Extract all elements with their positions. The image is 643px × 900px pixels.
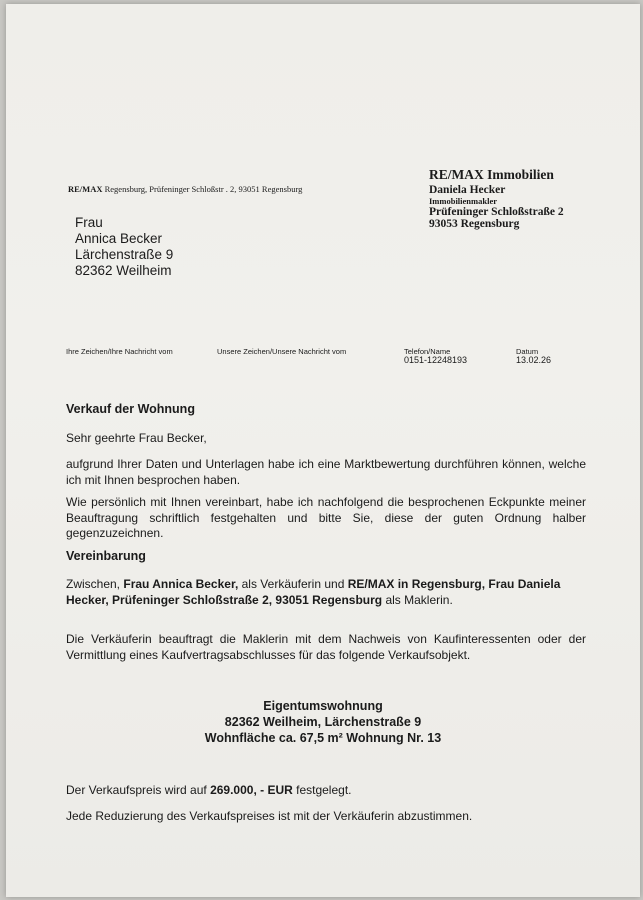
price-text-2: festgelegt. bbox=[292, 783, 352, 797]
price-statement bbox=[66, 783, 586, 799]
sender-role: Immobilienmakler bbox=[429, 196, 497, 206]
date-label: Datum bbox=[516, 347, 539, 356]
sender-block bbox=[429, 167, 564, 230]
sender-return-line bbox=[68, 184, 302, 194]
phone-value: 0151-12248193 bbox=[404, 355, 468, 365]
sender-return-address: Regensburg, Prüfeninger Schloßstr . 2, 93051 Regensburg bbox=[102, 184, 303, 194]
recipient-salutation: Frau bbox=[75, 215, 103, 230]
date-value: 13.02.26 bbox=[516, 355, 552, 365]
parties-text-2: als Verkäuferin und bbox=[238, 577, 348, 591]
sender-return-company: RE/MAX bbox=[68, 184, 103, 194]
parties-text-3: als Maklerin. bbox=[382, 592, 453, 607]
sender-person: Daniela Hecker bbox=[429, 184, 506, 196]
letter-paragraph-1: aufgrund Ihrer Daten und Unterlagen habe ich eine Marktbewertung durchführen können, welche ich mit Ihnen besprochen haben. bbox=[66, 457, 586, 487]
mandate-paragraph: Die Verkäuferin beauftragt die Maklerin mit dem Nachweis von Kaufinteressenten oder der Vermittlung eines Kaufvertragsabschlusses für das folgende Verkaufsobjekt. bbox=[66, 632, 586, 662]
parties-agent: RE/MAX in Regensburg, Frau Daniela Hecker, Prüfeninger Schloßstraße 2, 93051 Regensburg bbox=[66, 577, 561, 607]
recipient-street: Lärchenstraße 9 bbox=[75, 247, 174, 262]
your-reference-label: Ihre Zeichen/Ihre Nachricht vom bbox=[66, 347, 173, 356]
recipient-city: 82362 Weilheim bbox=[75, 263, 172, 278]
property-details: Wohnfläche ca. 67,5 m² Wohnung Nr. 13 bbox=[204, 731, 442, 745]
reduction-note: Jede Reduzierung des Verkaufspreises ist mit der Verkäuferin abzustimmen. bbox=[66, 809, 473, 823]
phone-label: Telefon/Name bbox=[404, 347, 451, 356]
property-type: Eigentumswohnung bbox=[263, 699, 383, 713]
price-value: 269.000, - EUR bbox=[210, 783, 293, 797]
letter-subject: Verkauf der Wohnung bbox=[66, 402, 195, 416]
letter-page bbox=[6, 4, 640, 897]
parties-text-1: Zwischen, bbox=[66, 577, 124, 591]
recipient-address bbox=[75, 215, 173, 279]
sender-company: RE/MAX Immobilien bbox=[429, 167, 554, 182]
parties-seller: Frau Annica Becker, bbox=[123, 577, 239, 591]
sender-city: 93053 Regensburg bbox=[429, 218, 520, 230]
our-reference-label: Unsere Zeichen/Unsere Nachricht vom bbox=[217, 347, 347, 356]
recipient-name: Annica Becker bbox=[75, 231, 163, 246]
letter-greeting: Sehr geehrte Frau Becker, bbox=[66, 431, 207, 445]
property-address: 82362 Weilheim, Lärchenstraße 9 bbox=[224, 715, 422, 729]
price-text-1: Der Verkaufspreis wird auf bbox=[66, 783, 211, 797]
letter-paragraph-2: Wie persönlich mit Ihnen vereinbart, habe ich nachfolgend die besprochenen Eckpunkte meiner Beauftragung schriftlich festgehalten und bitte Sie, diese der guten Ordnung halber gegenzuzeichnen. bbox=[66, 495, 586, 540]
agreement-parties bbox=[66, 577, 586, 608]
sender-street: Prüfeninger Schloßstraße 2 bbox=[429, 206, 564, 218]
agreement-heading: Vereinbarung bbox=[66, 549, 146, 563]
